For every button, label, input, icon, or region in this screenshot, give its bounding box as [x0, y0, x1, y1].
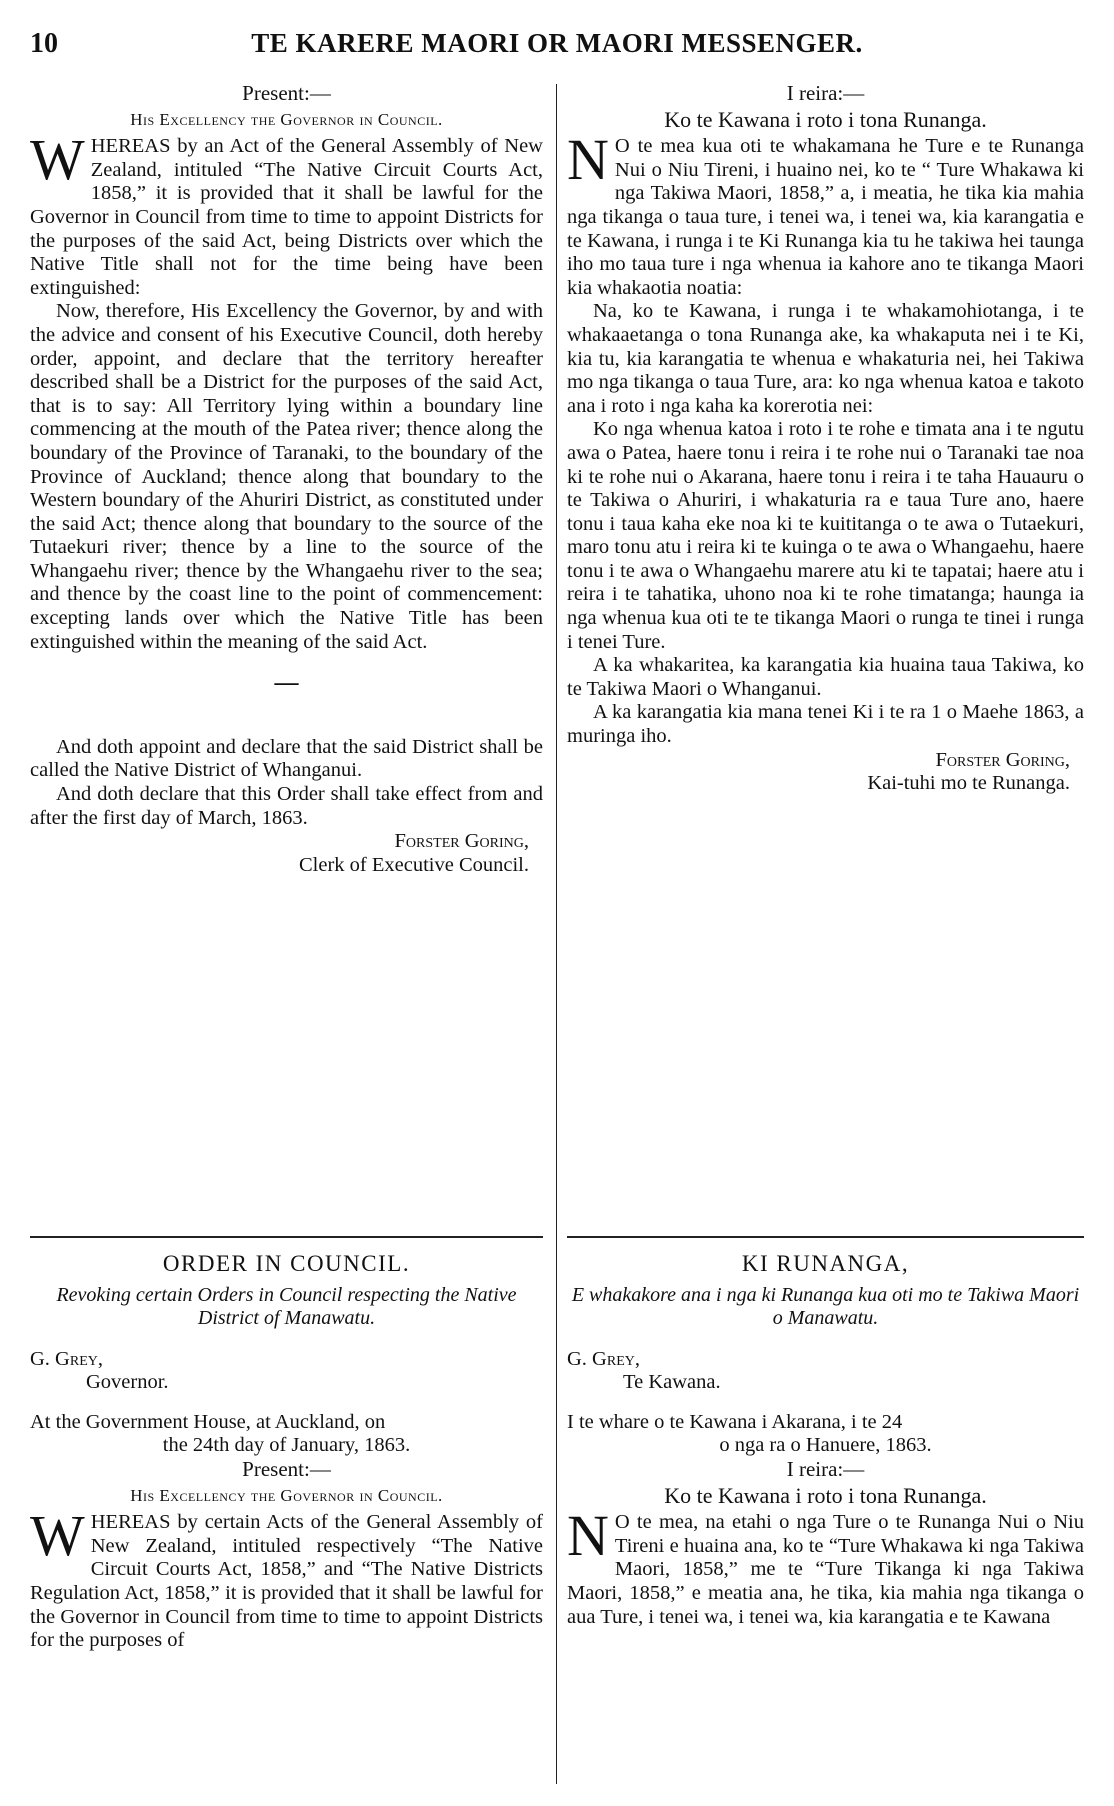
kawana-title: Te Kawana.	[623, 1371, 721, 1394]
whereas-text: HEREAS by an Act of the General Assembly of New Zealand, intituled “The Native Circuit Courts Act, 1858,” it is provided that it shall be lawful for the Governor in Council from time to time to appoint Districts for the purposes of the said Act, being Districts over which the Native Title shall not for the time being have been extinguished:	[30, 135, 543, 299]
place-date-maori	[567, 1411, 1084, 1458]
drop-cap-2: W	[30, 1503, 85, 1569]
present-heading: Present:—	[242, 81, 331, 105]
council-heading-2: His Excellency the Governor in Council.	[130, 1485, 443, 1505]
drop-cap-maori: N	[567, 127, 609, 193]
page-header	[30, 28, 1084, 72]
maori-signature-name: Forster Goring,	[935, 748, 1070, 771]
maori-signature-block	[567, 749, 1084, 796]
governor-block	[30, 1348, 543, 1395]
page-number: 10	[30, 28, 58, 59]
order-subtitle: Revoking certain Orders in Council respecting the Native District of Manawatu.	[56, 1283, 517, 1329]
signature-name: Forster Goring,	[394, 830, 529, 853]
order-title: ORDER IN COUNCIL.	[162, 1251, 411, 1276]
section-rule-left	[30, 1236, 543, 1238]
place-date	[30, 1411, 543, 1458]
date-line: the 24th day of January, 1863.	[162, 1434, 411, 1457]
maori-whereas-paragraph-2	[567, 1503, 1084, 1629]
runanga-heading: Ko te Kawana i roto i tona Runanga.	[664, 106, 987, 132]
council-heading: His Excellency the Governor in Council.	[130, 109, 443, 129]
runanga-heading-2: Ko te Kawana i roto i tona Runanga.	[664, 1482, 987, 1508]
governor-name: G. Grey,	[30, 1347, 103, 1370]
date-line-maori: o nga ra o Hanuere, 1863.	[719, 1434, 932, 1457]
maori-whereas-text-2: O te mea, na etahi o nga Ture o te Runanga Nui o Niu Tireni e huaina ana, ko te “Ture Whakawa ki nga Takiwa Maori, 1858,” me te “Ture Tikanga ki nga Takiwa Maori, 1858,” e meatia ana, he tika, kia mahia nga tikanga o aua Ture, i tenei wa, i tenei wa, kia karangatia e te Kawana	[567, 1511, 1084, 1628]
signature-title: Clerk of Executive Council.	[299, 853, 529, 876]
ki-runanga-subtitle: E whakakore ana i nga ki Runanga kua oti mo te Takiwa Maori o Manawatu.	[571, 1283, 1080, 1329]
masthead-title: TE KARERE MAORI OR MAORI MESSENGER.	[251, 28, 863, 58]
kawana-name: G. Grey,	[567, 1347, 640, 1370]
drop-cap: W	[30, 127, 85, 193]
effect-paragraph: And doth declare that this Order shall take effect from and after the first day of March, 1863.	[30, 783, 543, 829]
place-line: At the Government House, at Auckland, on	[30, 1410, 386, 1433]
maori-order-manawatu	[567, 1252, 1084, 1629]
maori-order-whanganui	[567, 82, 1084, 796]
place-line-maori: I te whare o te Kawana i Akarana, i te 24	[567, 1410, 903, 1433]
maori-whereas-paragraph	[567, 127, 1084, 300]
kawana-block	[567, 1348, 1084, 1395]
maori-effect-paragraph: A ka karangatia kia mana tenei Ki i te ra 1 o Maehe 1863, a muringa iho.	[567, 701, 1084, 748]
maori-boundary-paragraph: Ko nga whenua katoa i roto i te rohe e timata ana i te ngutu awa o Patea, haere tonu i reira i te rohe nui o Taranaki tae noa ki te rohe nui o Akarana, haere tonu i reira i te taha Hauauru o te Takiwa o Ahuriri, i whakaturia ra e taua Ture ano, haere tonu i taua kaha eke noa ki te kuititanga o te awa o Tutaekuri, maro tonu atu i reira ki te kuinga o te awa o Whangaehu, haere tonu i te awa o Whangaehu marere atu ki te tapatai; haere atu i reira i te tahatika, uhono noa ki te rohe timatanga; haunga ia nga whenua kua oti te te tikanga Maori o runga te tinei i runga i tenei Ture.	[567, 418, 1084, 653]
column-divider	[556, 84, 557, 1784]
present-heading-2: Present:—	[242, 1456, 331, 1481]
section-rule-right	[567, 1236, 1084, 1238]
naming-paragraph: And doth appoint and declare that the said District shall be called the Native District of Whanganui.	[30, 735, 543, 782]
english-order-whanganui	[30, 82, 543, 877]
signature-block	[30, 830, 543, 877]
maori-whereas-text: O te mea kua oti te whakamana he Ture e te Runanga Nui o Niu Tireni, i huaino nei, ko te “ Ture Whakawa ki nga Takiwa Maori, 1858,” a, i meatia, he tika kia mahia nga tikanga o taua ture, i tenei wa, i tenei wa, kia karangatia e te Kawana, i runga i te Ki Runanga kia tu he takiwa hei taunga iho mo taua ture i nga whenua ia kahore ano te tikanga Maori kia whakaotia noatia:	[567, 135, 1084, 299]
present-heading-maori: I reira:—	[786, 81, 865, 105]
present-heading-maori-2: I reira:—	[786, 1456, 865, 1481]
order-paragraph: Now, therefore, His Excellency the Governor, by and with the advice and consent of his Executive Council, doth hereby order, appoint, and declare that the territory hereafter described shall be a District for the purposes of the said Act, that is to say: All Territory lying within a boundary line commencing at the mouth of the Patea river; thence along the boundary of the Province of Taranaki, to the boundary of the Province of Auckland; thence along that boundary to the Western boundary of the Ahuriri District, as constituted under the said Act; thence along that boundary to the source of the Tutaekuri river; thence by a line to the source of the Whangaehu river; thence by the Whangaehu river to the sea; and thence by the coast line to the point of commencement: excepting lands over which the Native Title has been extinguished within the meaning of the said Act.	[30, 300, 543, 653]
whereas-text-2: HEREAS by certain Acts of the General Assembly of New Zealand, intituled respectively “The Native Circuit Courts Act, 1858,” and “The Native Districts Regulation Act, 1858,” it is provided that it shall be lawful for the Governor in Council from time to time to appoint Districts for the purposes of	[30, 1511, 543, 1652]
maori-signature-title: Kai-tuhi mo te Runanga.	[867, 772, 1070, 795]
english-order-manawatu	[30, 1252, 543, 1653]
maori-order-paragraph: Na, ko te Kawana, i runga i te whakamohiotanga, i te whakaaetanga o tona Runanga ake, ka whakaputa nei i te Ki, kia tu, kia karangatia te whenua e whakaturia nei, hei Takiwa mo nga tikanga o taua Ture, ara: ko nga whenua katoa e takoto ana i roto i nga kaha ka korerotia nei:	[567, 300, 1084, 417]
section-dash: —	[274, 670, 299, 697]
maori-naming-paragraph: A ka whakaritea, ka karangatia kia huaina taua Takiwa, ko te Takiwa Maori o Whanganui.	[567, 654, 1084, 700]
ki-runanga-title: KI RUNANGA,	[741, 1251, 910, 1276]
whereas-paragraph-2	[30, 1503, 543, 1653]
drop-cap-maori-2: N	[567, 1503, 609, 1569]
whereas-paragraph	[30, 127, 543, 300]
governor-title: Governor.	[86, 1371, 169, 1394]
